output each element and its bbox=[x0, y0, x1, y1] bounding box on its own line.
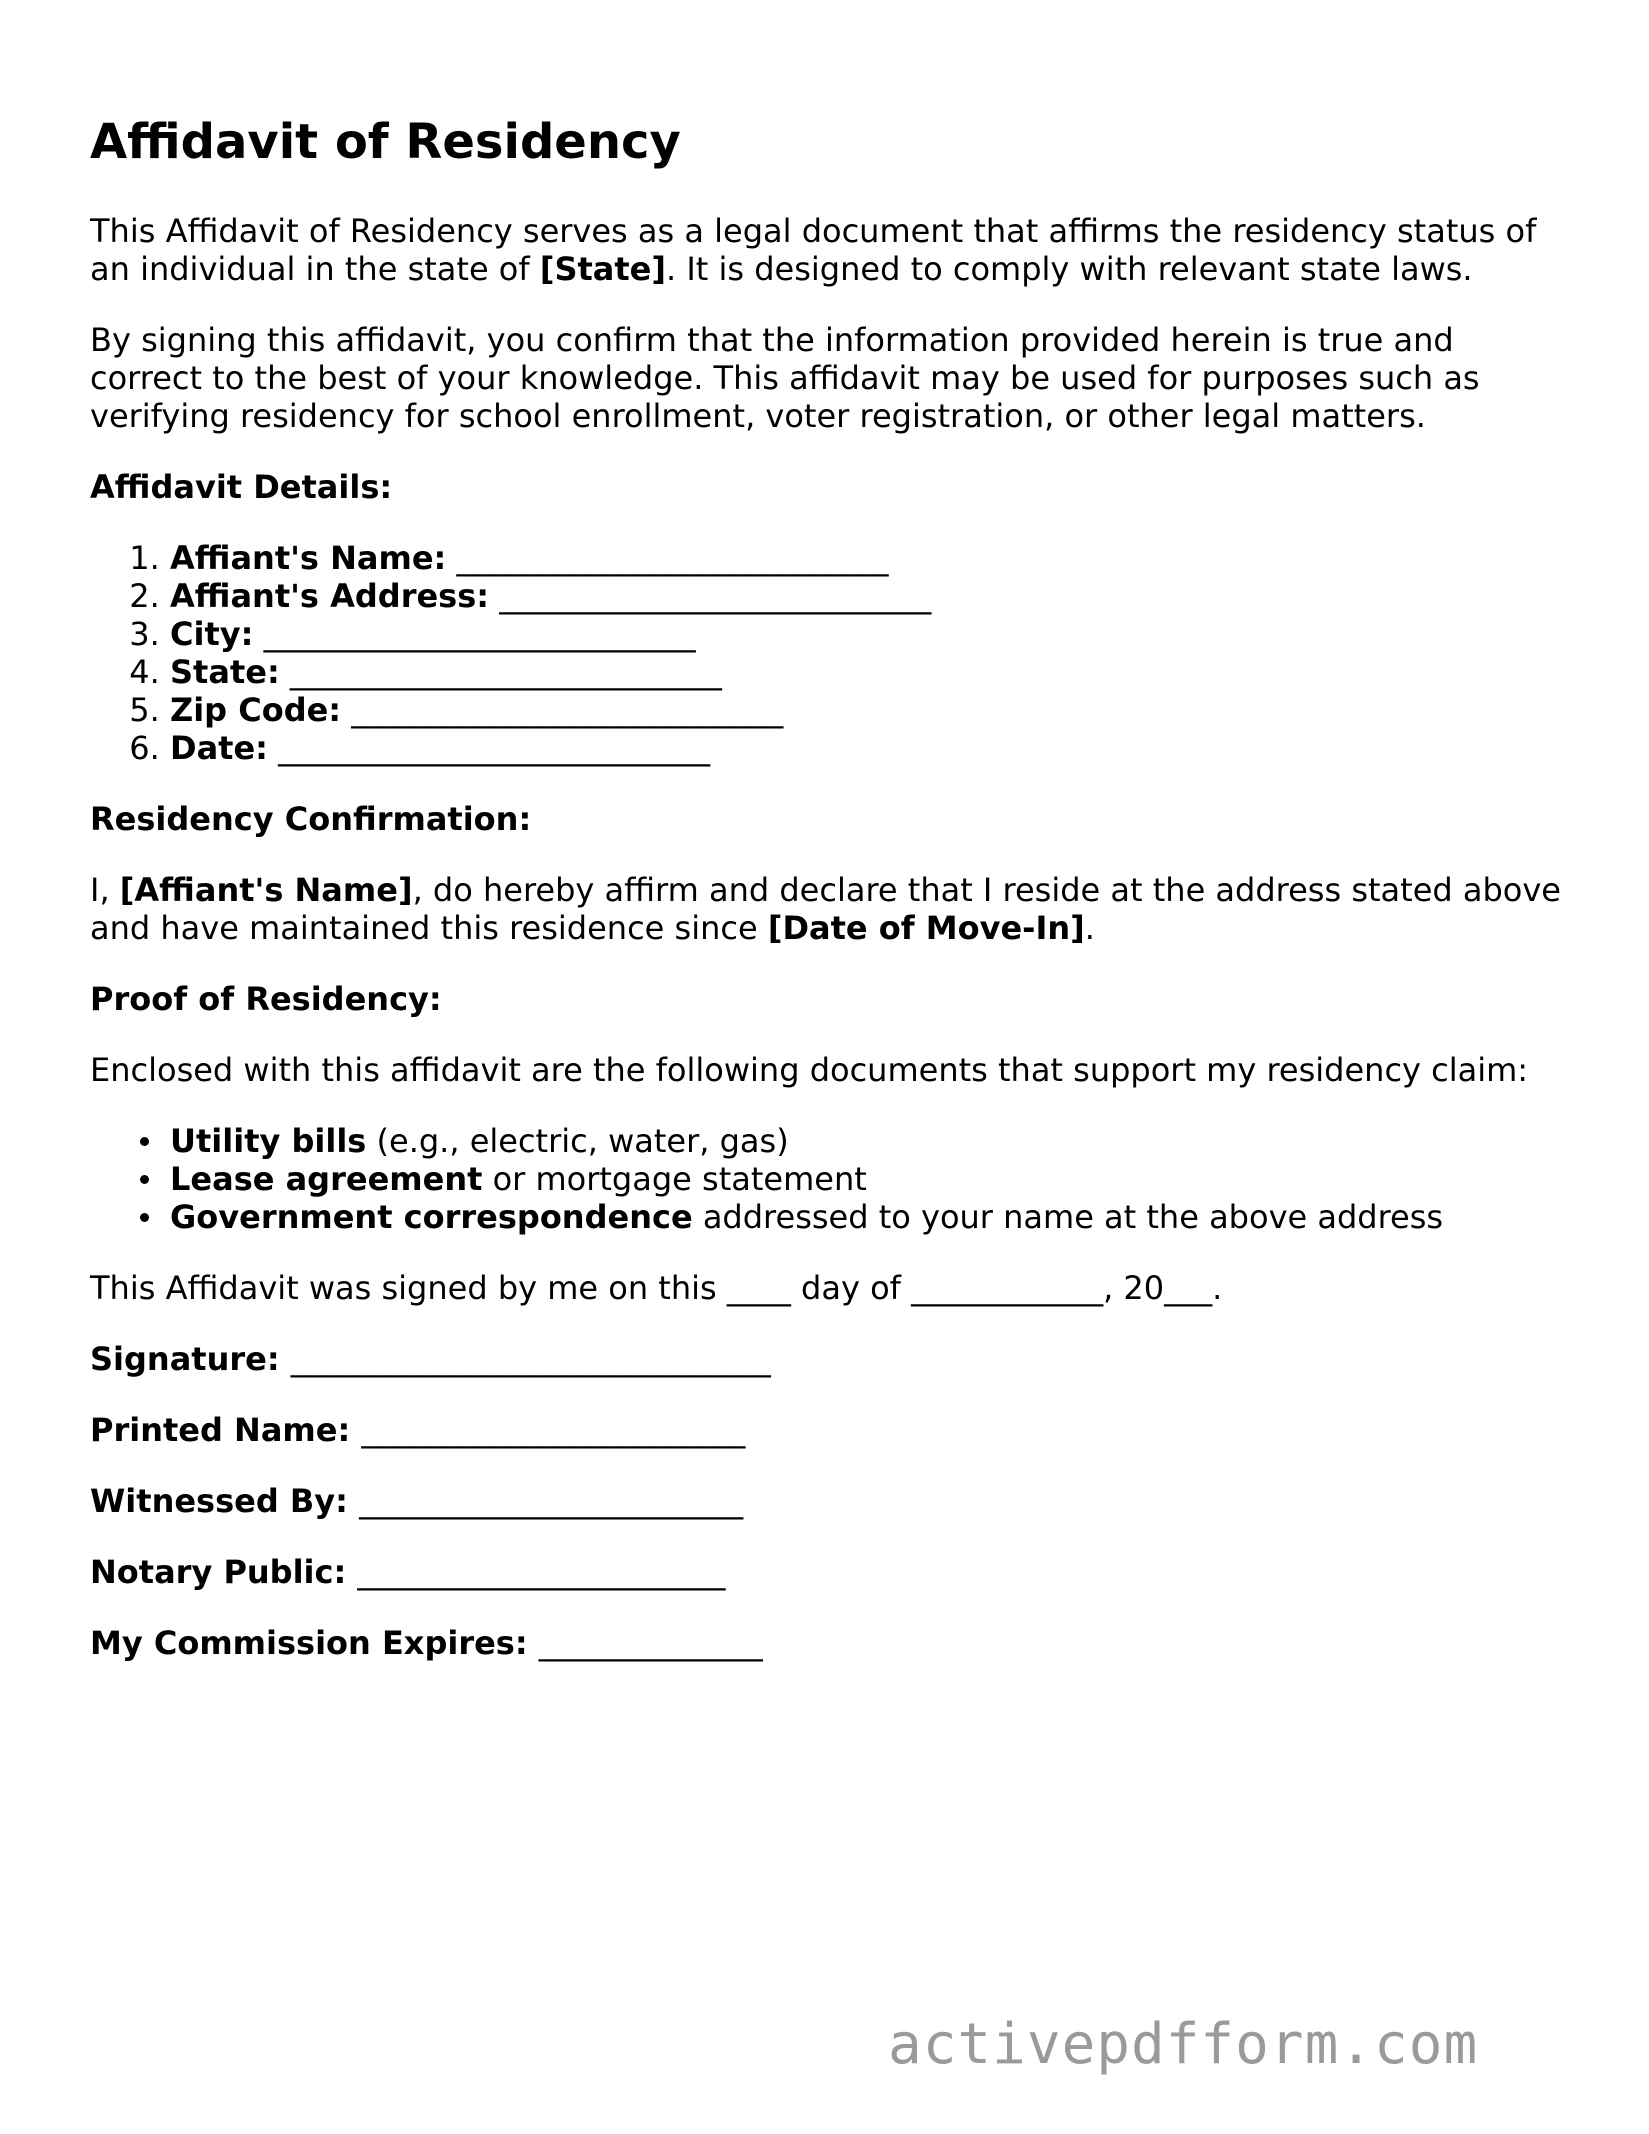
detail-blank-field[interactable]: ___________________________ bbox=[499, 577, 932, 615]
proof-item-government bbox=[170, 1198, 1570, 1236]
proof-item-utility bbox=[170, 1122, 1570, 1160]
signature-field[interactable]: ______________________________ bbox=[290, 1340, 771, 1378]
notary-public-line bbox=[90, 1553, 1570, 1591]
confirmation-text-1: I, bbox=[90, 871, 120, 909]
document-page bbox=[90, 108, 1570, 1662]
printed-name-field[interactable]: ________________________ bbox=[361, 1411, 746, 1449]
move-in-date-placeholder: [Date of Move-In] bbox=[767, 909, 1085, 947]
notary-public-label: Notary Public: bbox=[90, 1553, 347, 1591]
proof-heading: Proof of Residency: bbox=[90, 980, 442, 1018]
detail-blank-field[interactable]: ___________________________ bbox=[278, 729, 711, 767]
proof-list bbox=[90, 1122, 1570, 1236]
notary-public-field[interactable]: _______________________ bbox=[357, 1553, 726, 1591]
signature-line bbox=[90, 1340, 1570, 1378]
commission-expires-field[interactable]: ______________ bbox=[538, 1624, 763, 1662]
detail-item-date bbox=[170, 729, 1570, 767]
intro-text-2: . It is designed to comply with relevant state laws. bbox=[666, 250, 1473, 288]
affiant-name-placeholder: [Affiant's Name] bbox=[119, 871, 413, 909]
state-placeholder: [State] bbox=[539, 250, 666, 288]
document-title: Affidavit of Residency bbox=[90, 114, 681, 170]
detail-label: Affiant's Address: bbox=[170, 577, 490, 615]
detail-item-city bbox=[170, 615, 1570, 653]
witnessed-by-line bbox=[90, 1482, 1570, 1520]
watermark: activepdfform.com bbox=[888, 2012, 1479, 2077]
proof-item-text: or mortgage statement bbox=[482, 1160, 867, 1198]
confirmation-paragraph bbox=[90, 871, 1570, 947]
proof-item-bold: Utility bills bbox=[170, 1122, 367, 1160]
intro-paragraph-2: By signing this affidavit, you confirm that the information provided herein is true and correct to the best of your knowledge. This affidavit may be used for purposes such as verifying residency for school enrollment, voter registration, or other legal matters. bbox=[90, 321, 1480, 435]
intro-text-1: This Affidavit of Residency serves as a legal document that affirms the residency status of an individual in the state of bbox=[90, 212, 1537, 288]
detail-item-address bbox=[170, 577, 1570, 615]
details-list bbox=[90, 539, 1570, 767]
witnessed-by-label: Witnessed By: bbox=[90, 1482, 348, 1520]
commission-expires-line bbox=[90, 1624, 1570, 1662]
detail-label: Affiant's Name: bbox=[170, 539, 447, 577]
detail-item-zip bbox=[170, 691, 1570, 729]
printed-name-line bbox=[90, 1411, 1570, 1449]
proof-intro: Enclosed with this affidavit are the following documents that support my residency claim: bbox=[90, 1051, 1529, 1089]
detail-item-state bbox=[170, 653, 1570, 691]
detail-blank-field[interactable]: ___________________________ bbox=[289, 653, 722, 691]
detail-blank-field[interactable]: ___________________________ bbox=[351, 691, 784, 729]
detail-label: Date: bbox=[170, 729, 268, 767]
commission-expires-label: My Commission Expires: bbox=[90, 1624, 528, 1662]
proof-item-bold: Lease agreement bbox=[170, 1160, 483, 1198]
proof-item-text: (e.g., electric, water, gas) bbox=[366, 1122, 789, 1160]
confirmation-text-3: . bbox=[1084, 909, 1095, 947]
details-heading: Affidavit Details: bbox=[90, 468, 393, 506]
proof-item-lease bbox=[170, 1160, 1570, 1198]
signature-label: Signature: bbox=[90, 1340, 280, 1378]
confirmation-text-2: , do hereby affirm and declare that I reside at the address stated above and have maintained this residence since bbox=[90, 871, 1561, 947]
proof-item-bold: Government correspondence bbox=[170, 1198, 693, 1236]
detail-label: State: bbox=[170, 653, 280, 691]
printed-name-label: Printed Name: bbox=[90, 1411, 351, 1449]
confirmation-heading: Residency Confirmation: bbox=[90, 800, 532, 838]
signed-date-line[interactable]: This Affidavit was signed by me on this ____ day of ____________, 20___. bbox=[90, 1269, 1223, 1307]
witnessed-by-field[interactable]: ________________________ bbox=[359, 1482, 744, 1520]
intro-paragraph-1 bbox=[90, 212, 1570, 288]
detail-blank-field[interactable]: ___________________________ bbox=[263, 615, 696, 653]
proof-item-text: addressed to your name at the above address bbox=[692, 1198, 1444, 1236]
detail-label: Zip Code: bbox=[170, 691, 342, 729]
detail-item-name bbox=[170, 539, 1570, 577]
detail-label: City: bbox=[170, 615, 254, 653]
detail-blank-field[interactable]: ___________________________ bbox=[456, 539, 889, 577]
